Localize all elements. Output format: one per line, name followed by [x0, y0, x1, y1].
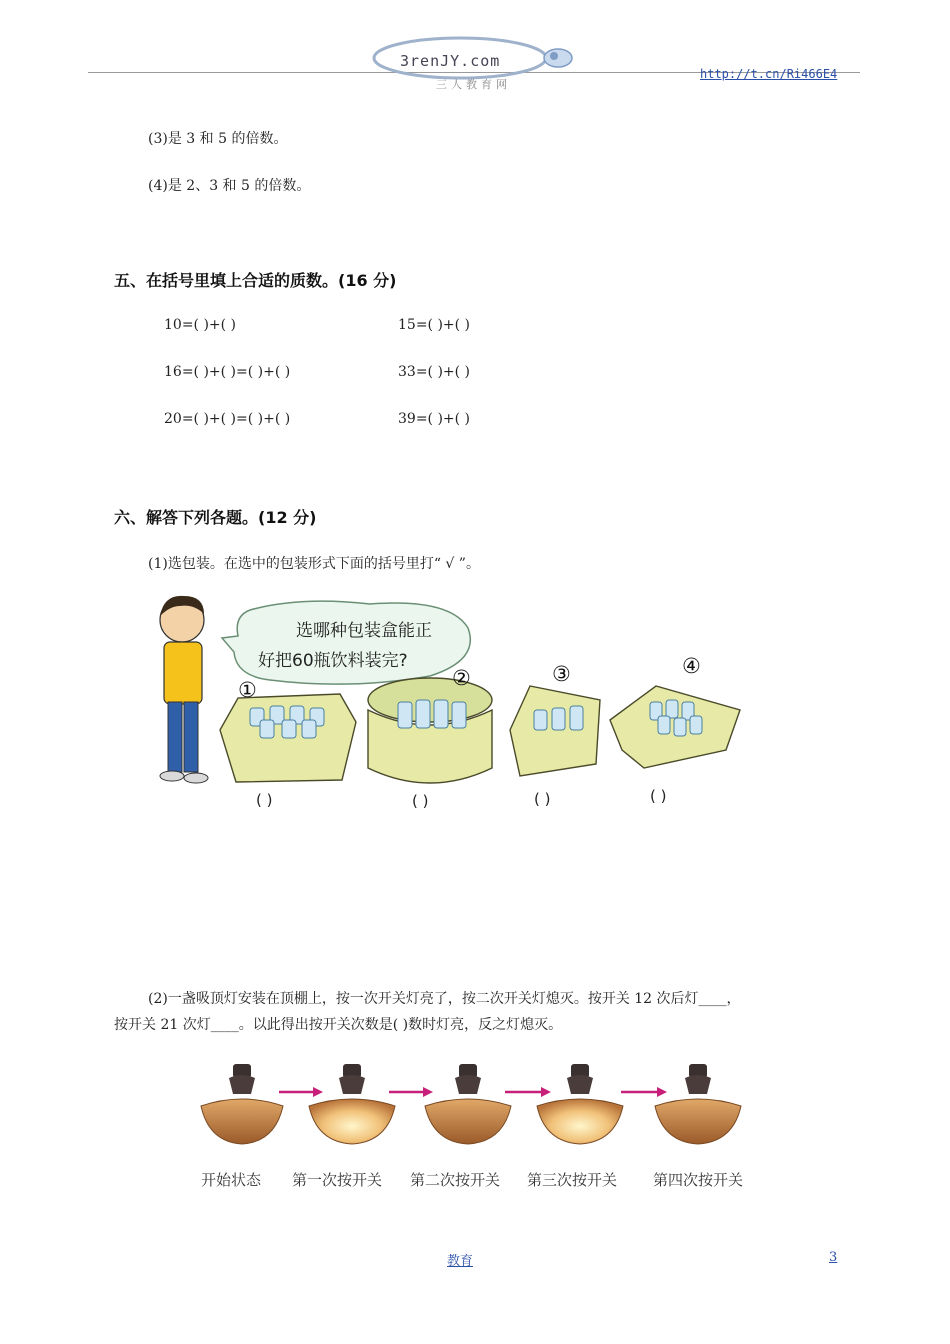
answer-paren-1[interactable]: ( ): [256, 791, 273, 809]
boy-figure: [160, 596, 208, 783]
package-option-3: [510, 686, 600, 776]
lamp-caption-2: 第二次按开关: [410, 1171, 501, 1189]
lamp-start: [201, 1064, 283, 1144]
section6-heading: 六、解答下列各题。(12 分): [114, 508, 317, 527]
option-number-3: ③: [552, 662, 571, 686]
equation-20: 20=( )+( )=( )+( ): [164, 411, 291, 427]
lamp-press-4: [655, 1064, 741, 1144]
package-option-4: [610, 686, 740, 768]
logo-text: 3renJY.com: [400, 52, 501, 70]
answer-paren-2[interactable]: ( ): [412, 792, 429, 810]
question-1-text: (1)选包装。在选中的包装形式下面的括号里打“ √ ”。: [148, 556, 480, 572]
lamp-caption-3: 第三次按开关: [527, 1171, 618, 1189]
header-url-link[interactable]: http://t.cn/Ri466E4: [700, 67, 838, 81]
equation-39: 39=( )+( ): [398, 411, 471, 427]
section4-item-3: (3)是 3 和 5 的倍数。: [148, 131, 288, 147]
packaging-illustration: [150, 590, 750, 820]
lamp-press-1: [309, 1064, 395, 1144]
lamp-press-3: [537, 1064, 623, 1144]
option-number-2: ②: [452, 666, 471, 690]
bubble-line-1: 选哪种包装盒能正: [296, 621, 432, 641]
package-option-1: [220, 694, 356, 782]
lamp-sequence-illustration: [195, 1058, 765, 1158]
section4-item-4: (4)是 2、3 和 5 的倍数。: [148, 178, 311, 194]
option-number-1: ①: [238, 678, 257, 702]
page-number[interactable]: 3: [829, 1250, 838, 1265]
answer-paren-4[interactable]: ( ): [650, 787, 667, 805]
lamp-caption-start: 开始状态: [201, 1171, 262, 1189]
equation-15: 15=( )+( ): [398, 317, 471, 333]
equation-33: 33=( )+( ): [398, 364, 471, 380]
footer-center-link[interactable]: 教育: [447, 1254, 474, 1269]
equation-16: 16=( )+( )=( )+( ): [164, 364, 291, 380]
lamp-press-2: [425, 1064, 511, 1144]
lamp-caption-4: 第四次按开关: [653, 1171, 744, 1189]
bubble-line-2: 好把60瓶饮料装完?: [258, 651, 408, 671]
option-number-4: ④: [682, 654, 701, 678]
speech-bubble: [222, 601, 470, 684]
answer-paren-3[interactable]: ( ): [534, 790, 551, 808]
package-option-2: [368, 678, 492, 783]
question-2-line-1: (2)一盏吸顶灯安装在顶棚上，按一次开关灯亮了，按二次开关灯熄灭。按开关 12 次后灯____，: [148, 991, 741, 1007]
logo-subtitle: 三人教育网: [436, 78, 511, 91]
equation-10: 10=( )+( ): [164, 317, 237, 333]
question-2-line-2: 按开关 21 次灯____。以此得出按开关次数是( )数时灯亮，反之灯熄灭。: [114, 1017, 563, 1033]
section5-heading: 五、在括号里填上合适的质数。(16 分): [114, 271, 397, 290]
lamp-caption-1: 第一次按开关: [292, 1171, 383, 1189]
